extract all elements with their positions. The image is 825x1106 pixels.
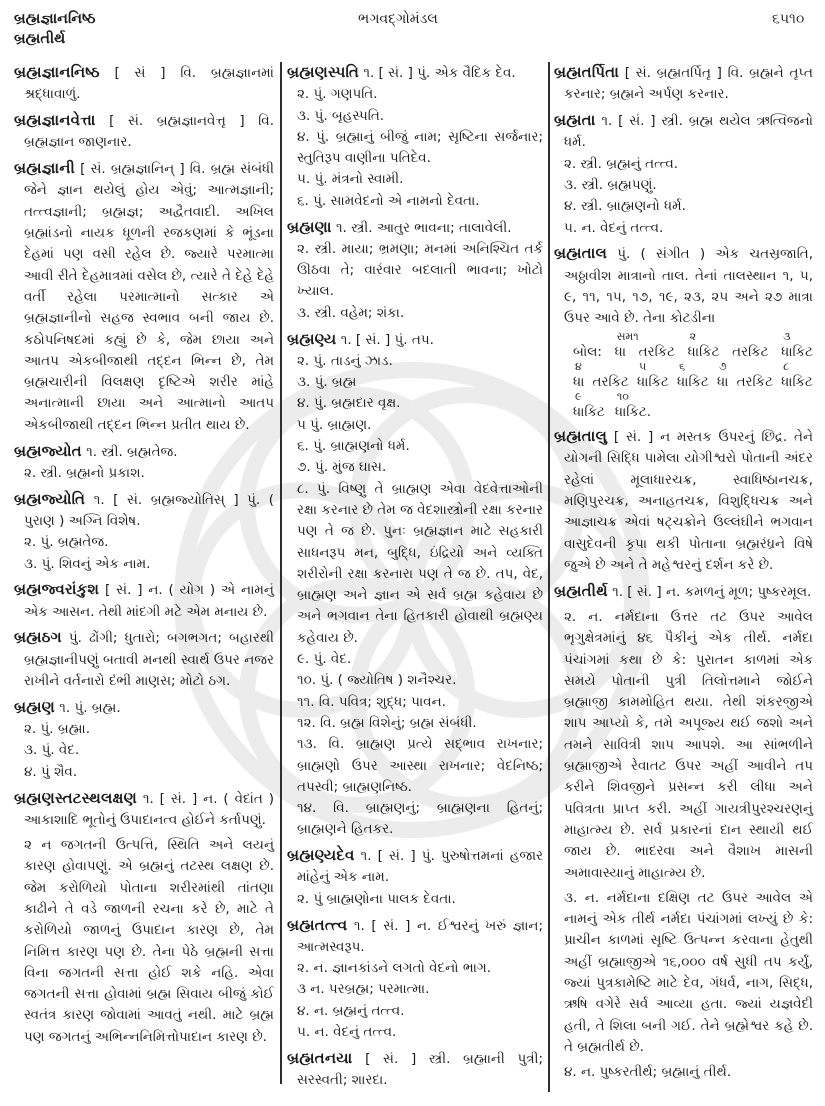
entry-lead: [554, 426, 813, 576]
headword: બ્રહ્મણા: [287, 217, 332, 236]
beat-mark: ૧૦: [616, 389, 629, 403]
beat-mark: ૬: [679, 359, 686, 373]
bol-cell: [732, 343, 768, 362]
dictionary-entry: [287, 915, 543, 1044]
sense: ૨ ન જગતની ઉત્પત્તિ, સ્થિતિ અને લયનું કારણ હોવાપણું. એ બ્રહ્મનું તટસ્થ લક્ષણ છે. જેમ કરોળિયો પોતાના શરીરમાંથી તાંતણા કાઢીને તે વડે જાળની રચના કરે છે, માટે તે કરોળિયો જાળનું ઉપાદાન કારણ છે, તેમ નિમિત્ત કારણ પણ છે. તેના પેઠે બ્રહ્મની સત્તા વિના જગતની સત્તા હોઈ શકે નહિ. એવા જગતની સત્તા હોવામાં બ્રહ્મ સિવાય બીજું કોઈ સ્વતંત્ર કારણ જોવામાં આવતું નથી. માટે બ્રહ્મ પણ જગતનું અભિન્નનિમિત્તોપાદાન કારણ છે.: [24, 837, 274, 1045]
bol-cell: [677, 359, 709, 392]
sense: ૪. પું. બ્રહ્માનું બીજું નામ; સૃષ્ટિના સર્જનાર; સ્તુતિરૂપ વાણીના પતિદેવ.: [297, 128, 543, 167]
entry-lead: [287, 915, 544, 959]
definition: ૧. સ્ત્રી. આતુર ભાવના; તાલાવેલી.: [335, 219, 512, 236]
bol-syllable: તરકિટ: [736, 373, 773, 390]
headword: બ્રહ્મણ્ય: [287, 329, 337, 348]
dictionary-entry: [14, 489, 274, 575]
bol-syllable: ધાકિટ: [781, 373, 813, 390]
entry-lead: [14, 579, 274, 623]
bol-cell: [573, 389, 605, 422]
sense: ૩. પું. બ્રહ્મ: [297, 374, 357, 391]
bol-syllable: તરકિટ: [638, 343, 676, 360]
definition: [ સં. ] સ્ત્રી. બ્રહ્માની પુત્રી; સરસ્વતી; શારદા.: [297, 1050, 543, 1089]
headword: બ્રહ્મજ્યોત: [14, 441, 82, 460]
sense: ૮. પું. વિષ્ણુ તે બ્રાહ્મણ એવા વેદવેત્તાઓની રક્ષા કરનાર છે તેમ જ વેદશાસ્ત્રોની રક્ષા કરનાર પણ તે જ છે. પુનઃ બ્રહ્મજ્ઞાન માટે સહકારી સાધનરૂપ મન, બુદ્ધિ, ઇંદ્રિયો અને વ્યક્તિ શરીરોની રક્ષા કરનારા પણ તે જ છે. તપ, વેદ, બ્રાહ્મણ અને જ્ઞાન એ સર્વ બ્રહ્મ કહેવાય છે અને ભગવાન તેના હિતકારી હોવાથી બ્રહ્મણ્ય કહેવાય છે.: [297, 480, 543, 646]
definition: ૧. [ સં. બ્રહ્મજ્યોતિસ્ ] પું. ( પુરાણ ) અગ્નિ વિશેષ.: [24, 491, 274, 529]
dictionary-entry: [287, 1048, 543, 1092]
entry-lead: [14, 489, 274, 533]
definition: ૧. [ સં. ] સ્ત્રી. બ્રહ્મ થયેલ ઋત્વિજનો ધર્મ.: [564, 113, 814, 151]
sense: ૧૦. પું. ( જ્યોતિષ ) શનૈશ્ચર.: [297, 672, 457, 689]
sense: ૩. પું. બૃહસ્પતિ.: [297, 107, 385, 124]
entry-lead: [14, 697, 274, 719]
entry-lead: [287, 217, 543, 239]
beat-mark: ૩: [783, 329, 791, 343]
entry-lead: [14, 62, 274, 106]
entry-lead: [287, 1048, 543, 1092]
bol-cell: [717, 359, 729, 392]
bol-syllable: ધા: [614, 343, 627, 360]
entry-lead: [287, 329, 543, 351]
sense: ૪. ન. પુષ્કરતીર્થ; બ્રહ્માનું તીર્થ.: [564, 1064, 732, 1081]
sense: ૨. પું બ્રાહ્મણોના પાલક દેવતા.: [297, 890, 456, 907]
sense: ૬. પું. બ્રાહ્મણનો ધર્મ.: [297, 438, 410, 455]
column-3: [554, 62, 813, 1088]
sense: ૫. ન. વેદનું તત્ત્વ.: [564, 219, 664, 236]
definition: [ સં ] વિ. બ્રહ્મજ્ઞાનમાં શ્રદ્ધાવાળું.: [24, 65, 274, 103]
dictionary-entry: [14, 62, 274, 106]
headword: બ્રહ્મતા: [554, 111, 596, 130]
dictionary-entry: [287, 62, 543, 212]
column-2: [287, 62, 543, 1096]
beat-mark: ૮: [783, 359, 790, 373]
sense: ૨. પું. ગણપતિ.: [297, 86, 378, 103]
definition: ૧. [ સં. ] પું. તપ.: [340, 331, 434, 348]
sense: ૩ ન. પરબ્રહ્મ; પરમાત્મા.: [297, 981, 430, 998]
sense: ૨. પું. તાડનું ઝાડ.: [297, 352, 393, 369]
sense: ૨. સ્ત્રી. બ્રહ્મનું તત્ત્વ.: [564, 155, 679, 172]
entry-lead: [14, 788, 274, 832]
dictionary-entry: [14, 158, 274, 436]
page-number: ૬૫૧૦: [772, 11, 805, 27]
headword: બ્રહ્મજ્ઞાનનિષ્ઠ: [14, 63, 100, 81]
sense: ૧૩. વિ. બ્રાહ્મણ પ્રત્યે સદ્ભાવ રાખનાર; બ્રાહ્મણો ઉપર આસ્થા રાખનાર; વેદનિષ્ઠ; તપસ્વી; બ્રાહ્મણનિષ્ઠ.: [297, 736, 543, 795]
entry-lead: [287, 845, 543, 889]
entry-lead: [14, 627, 274, 692]
entry-lead: [14, 158, 274, 436]
beat-mark: ૯: [575, 389, 582, 403]
bol-cell: [573, 359, 585, 392]
bol-syllable: તરકિટ: [732, 343, 769, 360]
book-title: ભગવદ્ગોમંડલ: [358, 11, 438, 27]
entry-lead: [14, 441, 274, 463]
headword: બ્રહ્મતનયા: [287, 1048, 353, 1067]
guide-word-first: બ્રહ્મજ્ઞાનનિષ્ઠ: [14, 11, 96, 27]
bol-cell: [781, 359, 813, 392]
sense: ૬. પું. સામવેદનો એ નામનો દેવતા.: [297, 192, 480, 209]
dictionary-entry: [14, 579, 274, 623]
headword: બ્રહ્મતાલુ: [554, 427, 608, 446]
headword: બ્રહ્મતાલ: [554, 244, 608, 263]
beat-mark: ૭: [719, 359, 727, 373]
headword: બ્રહ્મઠગ: [14, 628, 62, 647]
sense: ૩. સ્ત્રી. વહેમ; શંકા.: [297, 304, 405, 321]
bol-syllable: ધાકિટ.: [614, 403, 651, 420]
bol-cell: [639, 343, 675, 362]
definition: પું. ( સંગીત ) એક ચતસ્રજાતિ, અઠ્ઠાવીશ માત્રાનો તાલ. તેનાં તાલસ્થાન ૧, ૫, ૯, ૧૧, ૧૫, ૧૭, ૧૯, ૨૩, ૨૫ અને ૨૭ માત્રા ઉપર આવે છે. તેના કોટડીના: [564, 246, 813, 327]
bol-cell: [593, 373, 629, 392]
dictionary-entry: [287, 329, 543, 841]
bol-syllable: ધાકિટ: [781, 343, 813, 360]
dictionary-entry: [554, 62, 813, 106]
sense: ૯. પું. વેદ.: [297, 651, 352, 668]
definition: ૧. સ્ત્રી. બ્રહ્મતેજ.: [86, 443, 178, 460]
definition: ૧. [ સં. ] ન. ( વેદાંત ) આકાશાદિ ભૂતોનું ઉપાદાનત્વ હોઈને કર્તાપણું.: [24, 790, 274, 828]
headword: બ્રહ્મણ્યદેવ: [287, 846, 355, 865]
bol-row: [573, 359, 813, 392]
tala-bol-notation: [573, 329, 813, 422]
beat-mark: ૨: [689, 329, 697, 343]
bol-cell: [737, 373, 773, 392]
dictionary-entry: [14, 697, 274, 783]
sense: ૫ પું. બ્રાહ્મણ.: [297, 416, 372, 433]
bol-cell: [614, 329, 639, 362]
bol-syllable: ધાકિટ: [573, 403, 605, 420]
sense: ૧૨. વિ. બ્રહ્મ વિશેનું; બ્રહ્મ સંબંધી.: [297, 714, 477, 731]
sense: ૪. પું. બ્રહ્મદાર વૃક્ષ.: [297, 395, 401, 412]
sense: ૪. ન. બ્રહ્મનું તત્ત્વ.: [297, 1002, 405, 1019]
headword: બ્રહ્મતર્પિતા: [554, 63, 619, 81]
headword: બ્રહ્મજ્વરાંકુશ: [14, 580, 100, 599]
sense: ૩. પું. વેદ.: [24, 742, 80, 759]
sense: ૫. પું. મંત્રનો સ્વામી.: [297, 171, 404, 188]
definition: ૧. [ સં. ] પું. પુરુષોત્તમનાં હજાર માંહેનું એક નામ.: [297, 848, 543, 886]
definition: [ સં. બ્રહ્મજ્ઞાનવેત્તૃ ] વિ. બ્રહ્મજ્ઞાન જાણનાર.: [24, 113, 274, 151]
sense: ૧૧. વિ. પવિત્ર; શુદ્ધ; પાવન.: [297, 693, 446, 710]
bol-syllable: બોલ:: [573, 343, 602, 360]
definition: ૧. પું. બ્રહ્મ.: [59, 699, 121, 716]
bol-cell: [637, 359, 669, 392]
bol-syllable: તરકિટ: [592, 373, 629, 390]
definition: [ સં. ] ન. ( યોગ ) એ નામનું એક આસન. તેથી માંદગી મટે એમ મનાય છે.: [24, 582, 274, 620]
entry-lead: [554, 62, 813, 106]
bol-syllable: ધા: [717, 373, 729, 390]
bol-row: [573, 389, 813, 422]
definition: [ સં. બ્રહ્મજ્ઞાનિન્ ] વિ. બ્રહ્મ સંબંધી જેને જ્ઞાન થયેલું હોય એવું; આત્મજ્ઞાની; તત્ત્વજ્ઞાની; બ્રહ્મજ્ઞ; અદ્વૈતવાદી. અખિલ બ્રહ્માંડનો નાયક ધૂળની રજકણમાં કે ભૂંડના દેહમાં પણ વસી રહેલ છે. જ્યારે પરમાત્મા આવી રીતે દેહમાત્રમાં વસેલ છે, ત્યારે તે દેહે દેહે વર્તી રહેલા પરમાત્માનો સત્કાર એ બ્રહ્મજ્ઞાનીનો સહજ સ્વભાવ બની જાય છે. કઠોપનિષદમાં કહ્યું છે કે, જેમ છાયા અને આતપ એકબીજાથી તદ્દન ભિન્ન છે, તેમ બ્રહ્મચારીની વિલક્ષણ દૃષ્ટિએ શરીર માંહે અનાત્માની છાયા અને આત્માનો આતપ એકબીજાથી તદ્દન ભિન્ન પ્રતીત થાય છે.: [24, 161, 274, 433]
headword: બ્રહ્મતીર્થ: [554, 581, 608, 600]
dictionary-entry: [14, 788, 274, 1049]
sense: ૨. સ્ત્રી. માયા; ભ્રમણા; મનમાં અનિશ્ચિત તર્ક ઊઠવા તે; વારંવાર બદલાતી ભાવના; ખોટો ખ્યાલ.: [297, 240, 543, 300]
definition: ૧. [ સં. ] ન. ઈશ્વરનું ખરું જ્ઞાન; આત્મસ્વરૂપ.: [297, 917, 544, 955]
sense: ૨. ન. નર્મદાના ઉત્તર તટ ઉપર આવેલ ભૃગુક્ષેત્રમાંનું ૪૬ પૈકીનું એક તીર્થ. નર્મદા પંચાંગમાં કથા છે કે: પુરાતન કાળમાં એક સમયે પોતાની પુત્રી તિલોત્તમાને જોઈને બ્રહ્માજી કામમોહિત થયા. તેથી શંકરજીએ શાપ આપ્યો કે, તમે અપૂજ્ય થઈ જશો અને તમને સાવિત્રી શાપ આપશે. આ સાંભળીને બ્રહ્માજીએ રેવાતટ ઉપર અહીં આવીને તપ કરીને શિવજીને પ્રસન્ન કરી લીધા અને પવિત્રતા પ્રાપ્ત કરી. અહીં ગાયત્રીપુરશ્ચરણનું માહાત્મ્ય છે. સર્વ પ્રકારનાં દાન સ્થાયી થઈ જાય છે. ભાદરવા અને વૈશાખ માસની અમાવાસ્યાનું માહાત્મ્ય છે.: [564, 608, 813, 881]
sense: ૪. પું શૈવ.: [24, 763, 78, 780]
sense: ૩. ન. નર્મદાના દક્ષિણ તટ ઉપર આવેલ એ નામનું એક તીર્થ નર્મદા પંચાંગમાં લખ્યું છે કે: પ્રાચીન કાળમાં સૃષ્ટિ ઉત્પન્ન કરવાના હેતુથી અહીં બ્રહ્માજીએ ૧૬,૦૦૦ વર્ષ સુધી તપ કર્યું, જ્યાં પુત્રકામેષ્ટિ માટે દેવ, ગંધર્વ, નાગ, સિદ્ધ, ઋષિ વગેરે સર્વ આવ્યા હતા. જ્યાં યજ્ઞવેદી હતી, તે શિલા બની ગઈ. તેને બ્રહ્મેશ્વર કહે છે. તે બ્રહ્મતીર્થ છે.: [564, 889, 813, 1055]
dictionary-entry: [14, 441, 274, 485]
definition: [ સં. ] ન મસ્તક ઉપરનું છિદ્ર. તેને યોગની સિદ્ધિ પામેલા યોગીશ્વરો પોતાની અંદર રહેલાં મૂલાધારચક્ર, સ્વાધિષ્ઠાનચક્ર, મણિપુરચક્ર, અનાહતચક્ર, વિશુદ્ધિચક્ર અને આજ્ઞાચક્ર એવાં ષટ્ચક્રોને ઉલ્લંઘીને ભગવાન વાસુદેવની કૃપા થકી પોતાના બ્રહ્મરંધ્રને વિષે જુએ છે અને તે મહેશ્વરનું દર્શન કરે છે.: [564, 429, 813, 573]
sense: ૪. સ્ત્રી. બ્રાહ્મણનો ધર્મ.: [564, 198, 686, 215]
headword: બ્રહ્મણ: [14, 697, 55, 716]
dictionary-entry: [554, 110, 813, 239]
bol-cell: [614, 389, 651, 422]
headword: બ્રહ્મજ્ઞાનવેત્તા: [14, 111, 96, 130]
definition: ૧. [ સં. ] ન. કમળનું મૂળ; પુષ્કરમૂલ.: [612, 583, 812, 600]
headword: બ્રહ્મજ્ઞાની: [14, 159, 75, 178]
headword: બ્રહ્મણસ્પતિ: [287, 63, 360, 81]
entry-lead: [554, 110, 814, 154]
bol-syllable: ધાકિટ: [677, 373, 709, 390]
definition: [ સં. બ્રહ્મતર્પિતૃ ] વિ. બ્રહ્મને તૃપ્ત કરનાર; બ્રહ્મને અર્પણ કરનાર.: [564, 65, 813, 103]
bol-syllable: ધાકિટ: [687, 343, 720, 360]
entry-lead: [554, 581, 813, 603]
dictionary-entry: [554, 581, 813, 1084]
guide-word-last: બ્રહ્મતીર્થ: [14, 31, 66, 47]
sense: ૨. પું. બ્રહ્મતેજ.: [24, 534, 109, 551]
column-divider: [548, 62, 550, 1092]
sense: ૩. સ્ત્રી. બ્રહ્મપણું.: [564, 176, 657, 193]
sense: ૩. પું. શિવનું એક નામ.: [24, 555, 151, 572]
bol-cell: [687, 329, 720, 362]
entry-lead: [554, 243, 813, 329]
bol-cell: [573, 343, 602, 362]
sense: ૭. પું. મુંજ ઘાસ.: [297, 459, 387, 476]
headword: બ્રહ્મજ્યોતિ: [14, 489, 86, 508]
bol-row: [573, 329, 813, 362]
definition: ૧. [ સં. ] પું. એક વૈદિક દેવ.: [363, 65, 516, 81]
definition: પું. ઢોંગી; ધુતારો; બગભગત; બહારથી બ્રહ્મજ્ઞાનીપણું બતાવી મનથી સ્વાર્થ ઉપર નજર રાખીને વર્તનારો દંભી માણસ; મોટો ઠગ.: [24, 630, 274, 690]
bol-syllable: ધાકિટ: [637, 373, 669, 390]
dictionary-entry: [287, 845, 543, 910]
headword: બ્રહ્મતત્ત્વ: [287, 915, 348, 934]
entry-lead: [287, 62, 543, 84]
dictionary-entry: [14, 627, 274, 692]
dictionary-entry: [14, 110, 274, 154]
dictionary-entry: [554, 426, 813, 576]
bol-cell: [781, 329, 813, 362]
bol-syllable: ધા: [573, 373, 585, 390]
sense: ૨. પું. બ્રહ્મા.: [24, 721, 90, 738]
beat-mark: ૫: [639, 359, 647, 373]
sense: ૫. ન. વેદનું તત્ત્વ.: [297, 1024, 397, 1041]
beat-mark: સમ૧: [616, 329, 639, 343]
headword: બ્રહ્મણસ્તટસ્થલક્ષણ: [14, 788, 137, 807]
sense: ૨. ન. જ્ઞાનકાંડને લગતો વેદનો ભાગ.: [297, 960, 492, 977]
sense: ૨. સ્ત્રી. બ્રહ્મનો પ્રકાશ.: [24, 464, 145, 481]
dictionary-entry: [554, 243, 813, 421]
sense: ૧૪. વિ. બ્રાહ્મણનું; બ્રાહ્મણના હિતનું; બ્રાહ્મણને હિતકર.: [297, 800, 543, 838]
dictionary-entry: [287, 217, 543, 324]
column-1: [14, 62, 274, 1053]
column-divider: [280, 62, 282, 1084]
beat-mark: ૪: [575, 359, 582, 373]
entry-lead: [14, 110, 274, 154]
